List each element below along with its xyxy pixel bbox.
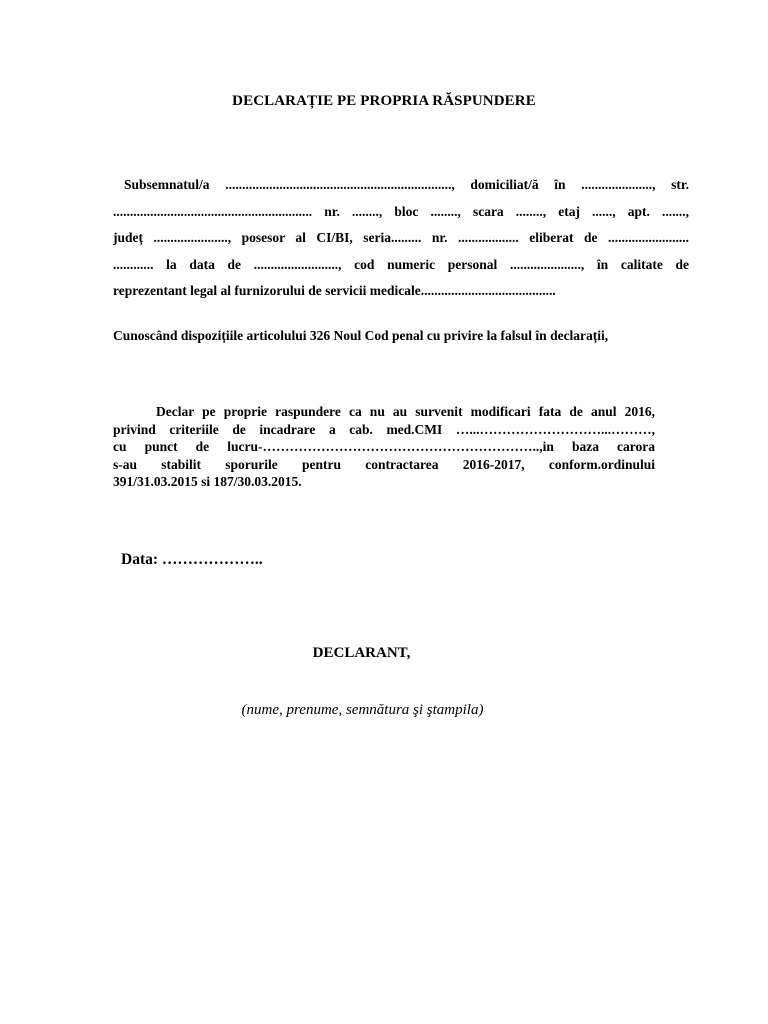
identity-line: ........................................................... nr. ........, bloc ........, scara ........, etaj ......, apt. ......., [113,203,689,219]
declaration-line: 391/31.03.2015 si 187/30.03.2015. [113,474,302,489]
signature-note: (nume, prenume, semnătura şi ştampila) [241,702,484,718]
identity-line: reprezentant legal al furnizorului de servicii medicale........................................ [113,283,556,298]
declaration-paragraph [113,403,655,491]
identity-paragraph [113,172,689,305]
identity-line: județ ......................, posesor al CI/BI, seria......... nr. .................. eliberat de ........................ [113,230,689,245]
declarant-label: DECLARANT, [312,645,411,661]
identity-line: Subsemnatul/a ..................................................................., domiciliat/ă în ....................., str. [124,177,689,192]
legal-notice: Cunoscând dispozițiile articolului 326 Noul Cod penal cu privire la falsul în declarații, [113,328,609,343]
declaration-line: privind criteriile de incadrare a cab. med.CMI …...………………………...………, [113,421,655,437]
identity-line: ............ la data de ........................., cod numeric personal ....................., în calitate de [113,256,689,272]
declaration-line: Declar pe proprie raspundere ca nu au survenit modificari fata de anul 2016, [156,404,655,419]
document-title: DECLARAȚIE PE PROPRIA RĂSPUNDERE [232,93,536,109]
declaration-line: cu punct de lucru-……………………………………………………..,in baza carora [113,439,655,454]
declaration-line: s-au stabilit sporurile pentru contractarea 2016-2017, conform.ordinului [113,456,655,472]
date-field: Data: ……………….. [121,551,263,568]
